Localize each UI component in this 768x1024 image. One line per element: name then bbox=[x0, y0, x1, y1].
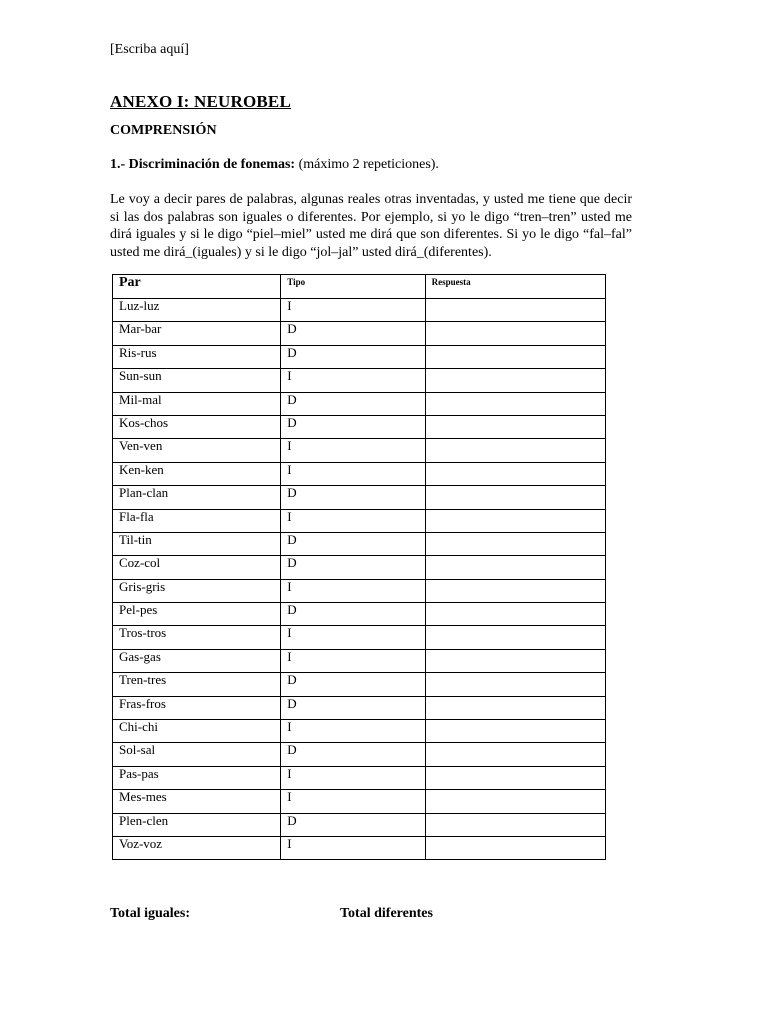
table-row bbox=[113, 790, 606, 813]
cell-respuesta[interactable] bbox=[425, 766, 605, 789]
cell-par: Ken-ken bbox=[113, 462, 281, 485]
cell-respuesta[interactable] bbox=[425, 439, 605, 462]
cell-respuesta[interactable] bbox=[425, 345, 605, 368]
cell-par: Plen-clen bbox=[113, 813, 281, 836]
cell-tipo: D bbox=[281, 345, 425, 368]
cell-respuesta[interactable] bbox=[425, 626, 605, 649]
section-title: COMPRENSIÓN bbox=[110, 123, 217, 138]
cell-respuesta[interactable] bbox=[425, 486, 605, 509]
cell-respuesta[interactable] bbox=[425, 836, 605, 859]
cell-tipo: I bbox=[281, 299, 425, 322]
subsection-label: 1.- Discriminación de fonemas: bbox=[110, 157, 296, 172]
cell-respuesta[interactable] bbox=[425, 743, 605, 766]
cell-tipo: I bbox=[281, 790, 425, 813]
cell-par: Mar-bar bbox=[113, 322, 281, 345]
table-row bbox=[113, 579, 606, 602]
table-row bbox=[113, 322, 606, 345]
cell-par: Voz-voz bbox=[113, 836, 281, 859]
table-row bbox=[113, 486, 606, 509]
cell-tipo: I bbox=[281, 579, 425, 602]
header-par: Par bbox=[113, 275, 281, 299]
table-row bbox=[113, 345, 606, 368]
table-row bbox=[113, 556, 606, 579]
table-row bbox=[113, 743, 606, 766]
cell-tipo: I bbox=[281, 720, 425, 743]
subsection-heading bbox=[110, 157, 439, 173]
table-row bbox=[113, 415, 606, 438]
cell-par: Ris-rus bbox=[113, 345, 281, 368]
cell-respuesta[interactable] bbox=[425, 649, 605, 672]
instructions-paragraph: Le voy a decir pares de palabras, algunas reales otras inventadas, y usted me tiene que decir si las dos palabras son iguales o diferentes. Por ejemplo, si yo le digo “tren–tren” usted me dirá iguales y si le digo “piel–miel” usted me dirá que son diferentes. Si yo le digo “fal–fal” usted me dirá_(iguales) y si le digo “jol–jal” usted dirá_(diferentes). bbox=[110, 192, 632, 260]
table-row bbox=[113, 836, 606, 859]
cell-respuesta[interactable] bbox=[425, 532, 605, 555]
table-row bbox=[113, 766, 606, 789]
cell-par: Chi-chi bbox=[113, 720, 281, 743]
cell-tipo: I bbox=[281, 766, 425, 789]
cell-par: Tren-tres bbox=[113, 673, 281, 696]
cell-tipo: D bbox=[281, 532, 425, 555]
cell-par: Gas-gas bbox=[113, 649, 281, 672]
phoneme-pairs-table bbox=[112, 274, 606, 860]
cell-tipo: I bbox=[281, 649, 425, 672]
cell-respuesta[interactable] bbox=[425, 603, 605, 626]
cell-tipo: D bbox=[281, 556, 425, 579]
cell-par: Fras-fros bbox=[113, 696, 281, 719]
cell-tipo: I bbox=[281, 509, 425, 532]
table-row bbox=[113, 673, 606, 696]
cell-par: Kos-chos bbox=[113, 415, 281, 438]
cell-tipo: I bbox=[281, 626, 425, 649]
cell-par: Plan-clan bbox=[113, 486, 281, 509]
table-row bbox=[113, 813, 606, 836]
cell-par: Mes-mes bbox=[113, 790, 281, 813]
cell-tipo: I bbox=[281, 836, 425, 859]
cell-par: Pel-pes bbox=[113, 603, 281, 626]
table-body bbox=[113, 299, 606, 860]
cell-par: Til-tin bbox=[113, 532, 281, 555]
document-title: ANEXO I: NEUROBEL bbox=[110, 92, 291, 111]
table-row bbox=[113, 649, 606, 672]
table-row bbox=[113, 439, 606, 462]
header-tipo: Tipo bbox=[281, 275, 425, 299]
table-row bbox=[113, 720, 606, 743]
cell-respuesta[interactable] bbox=[425, 720, 605, 743]
cell-respuesta[interactable] bbox=[425, 673, 605, 696]
table-row bbox=[113, 626, 606, 649]
header-respuesta: Respuesta bbox=[425, 275, 605, 299]
total-iguales-label: Total iguales: bbox=[110, 906, 190, 921]
cell-par: Sun-sun bbox=[113, 369, 281, 392]
table-row bbox=[113, 696, 606, 719]
total-diferentes-label: Total diferentes bbox=[340, 906, 433, 921]
table-row bbox=[113, 509, 606, 532]
cell-tipo: D bbox=[281, 743, 425, 766]
table-row bbox=[113, 462, 606, 485]
cell-tipo: D bbox=[281, 603, 425, 626]
cell-par: Fla-fla bbox=[113, 509, 281, 532]
cell-par: Ven-ven bbox=[113, 439, 281, 462]
cell-tipo: I bbox=[281, 369, 425, 392]
cell-tipo: I bbox=[281, 462, 425, 485]
table-row bbox=[113, 299, 606, 322]
cell-respuesta[interactable] bbox=[425, 299, 605, 322]
cell-par: Mil-mal bbox=[113, 392, 281, 415]
cell-respuesta[interactable] bbox=[425, 322, 605, 345]
cell-respuesta[interactable] bbox=[425, 369, 605, 392]
cell-respuesta[interactable] bbox=[425, 790, 605, 813]
cell-respuesta[interactable] bbox=[425, 392, 605, 415]
cell-tipo: D bbox=[281, 486, 425, 509]
cell-par: Pas-pas bbox=[113, 766, 281, 789]
cell-par: Tros-tros bbox=[113, 626, 281, 649]
table-row bbox=[113, 532, 606, 555]
cell-tipo: D bbox=[281, 696, 425, 719]
cell-tipo: D bbox=[281, 813, 425, 836]
cell-par: Luz-luz bbox=[113, 299, 281, 322]
subsection-note: (máximo 2 repeticiones). bbox=[295, 157, 439, 172]
cell-respuesta[interactable] bbox=[425, 556, 605, 579]
cell-respuesta[interactable] bbox=[425, 415, 605, 438]
table-row bbox=[113, 369, 606, 392]
cell-respuesta[interactable] bbox=[425, 813, 605, 836]
cell-tipo: D bbox=[281, 392, 425, 415]
table-header-row bbox=[113, 275, 606, 299]
table-row bbox=[113, 603, 606, 626]
cell-tipo: D bbox=[281, 673, 425, 696]
table-row bbox=[113, 392, 606, 415]
cell-tipo: D bbox=[281, 415, 425, 438]
cell-par: Sol-sal bbox=[113, 743, 281, 766]
cell-respuesta[interactable] bbox=[425, 462, 605, 485]
cell-tipo: D bbox=[281, 322, 425, 345]
cell-par: Coz-col bbox=[113, 556, 281, 579]
cell-respuesta[interactable] bbox=[425, 696, 605, 719]
cell-tipo: I bbox=[281, 439, 425, 462]
cell-respuesta[interactable] bbox=[425, 579, 605, 602]
header-placeholder: [Escriba aquí] bbox=[110, 42, 189, 57]
cell-respuesta[interactable] bbox=[425, 509, 605, 532]
cell-par: Gris-gris bbox=[113, 579, 281, 602]
